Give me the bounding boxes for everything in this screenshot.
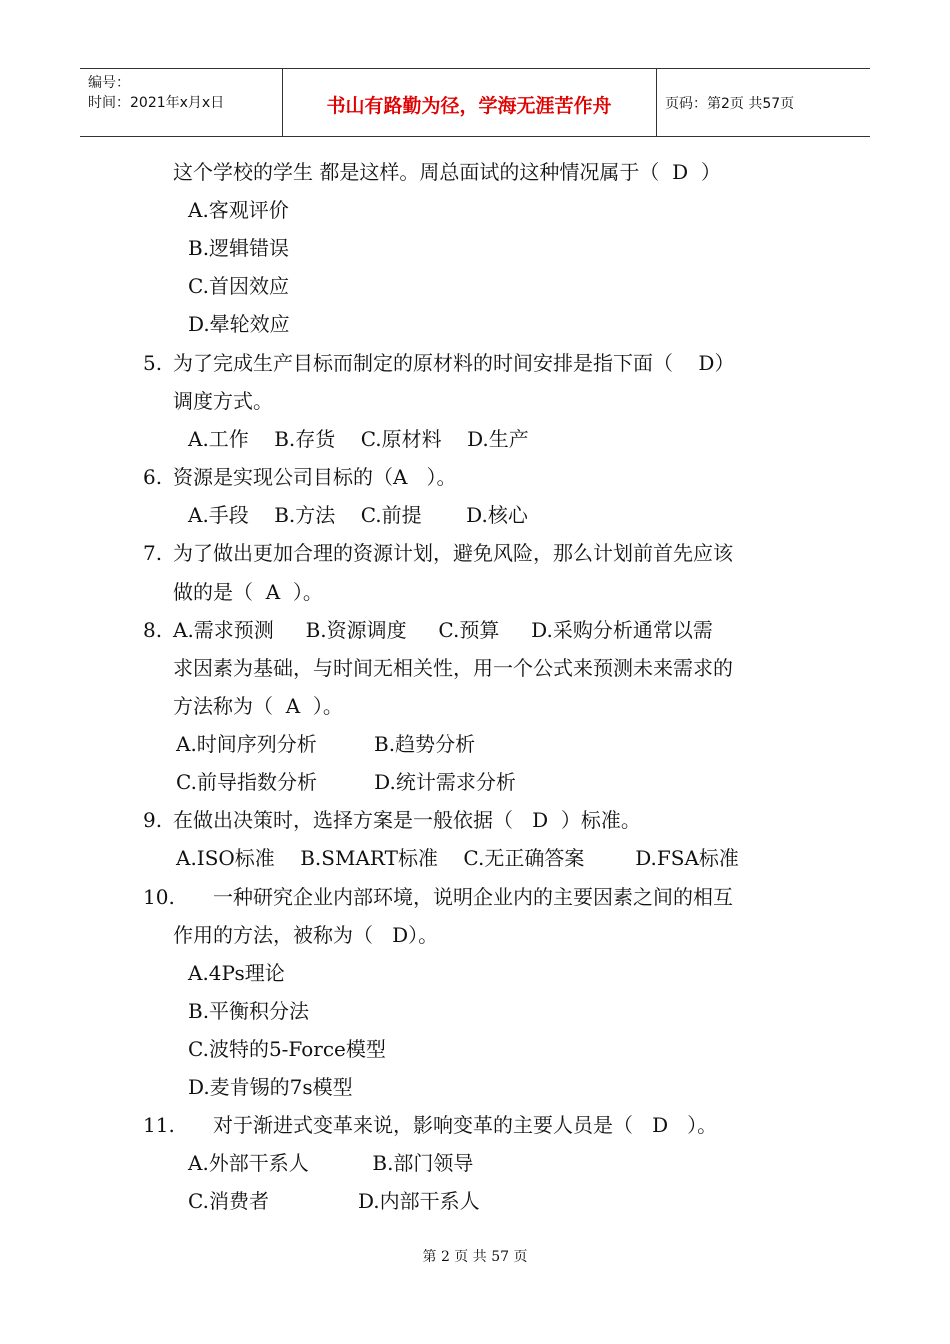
option-line: A.工作 B.存货 C.原材料 D.生产	[188, 427, 529, 451]
question-text: 在做出决策时，选择方案是一般依据（ D ）标准。	[173, 808, 641, 832]
question-text: 求因素为基础，与时间无相关性，用一个公式来预测未来需求的	[173, 656, 733, 680]
question-number: 7.	[143, 541, 163, 565]
question-text: 为了完成生产目标而制定的原材料的时间安排是指下面（ D）	[173, 351, 735, 375]
option-line: C.波特的5-Force模型	[188, 1037, 386, 1061]
question-text: A.需求预测 B.资源调度 C.预算 D.采购分析通常以需	[173, 618, 713, 642]
question-text: 为了做出更加合理的资源计划，避免风险，那么计划前首先应该	[173, 541, 733, 565]
question-text: 调度方式。	[173, 389, 273, 413]
question-number: 8.	[143, 618, 163, 642]
option-line: C.前导指数分析 D.统计需求分析	[176, 770, 516, 794]
question-number: 10.	[143, 885, 175, 909]
option-line: A.手段 B.方法 C.前提 D.核心	[188, 503, 528, 527]
question-number: 11.	[143, 1113, 175, 1137]
code-label: 编号：	[88, 75, 130, 91]
header-motto: 书山有路勤为径，学海无涯苦作舟	[326, 95, 612, 117]
question-number: 9.	[143, 808, 163, 832]
text-line: 这个学校的学生 都是这样。周总面试的这种情况属于（ D ）	[173, 160, 721, 184]
option-line: A.客观评价	[188, 198, 289, 222]
header-table	[80, 68, 870, 137]
date-label: 时间：2021年x月x日	[88, 95, 225, 111]
option-line: D.晕轮效应	[188, 312, 290, 336]
question-text: 对于渐进式变革来说，影响变革的主要人员是（ D ）。	[213, 1113, 718, 1137]
question-number: 5.	[143, 351, 163, 375]
option-line: A.外部干系人 B.部门领导	[188, 1151, 474, 1175]
question-text: 作用的方法，被称为（ D）。	[173, 923, 439, 947]
option-line: B.逻辑错误	[188, 236, 290, 260]
question-text: 方法称为（ A ）。	[173, 694, 343, 718]
question-number: 6.	[143, 465, 163, 489]
option-line: D.麦肯锡的7s模型	[188, 1075, 353, 1099]
page-footer: 第 2 页 共 57 页	[422, 1249, 528, 1265]
option-line: A.4Ps理论	[188, 961, 285, 985]
question-text: 做的是（ A ）。	[173, 580, 323, 604]
option-line: A.时间序列分析 B.趋势分析	[176, 732, 476, 756]
option-line: C.首因效应	[188, 274, 289, 298]
option-line: A.ISO标准 B.SMART标准 C.无正确答案 D.FSA标准	[176, 846, 739, 870]
header-page-info: 页码：第2页 共57页	[665, 96, 795, 112]
header-divider-2	[656, 69, 657, 136]
option-line: C.消费者 D.内部干系人	[188, 1189, 480, 1213]
option-line: B.平衡积分法	[188, 999, 310, 1023]
header-meta	[88, 73, 224, 113]
question-text: 一种研究企业内部环境，说明企业内的主要因素之间的相互	[213, 885, 733, 909]
question-text: 资源是实现公司目标的（A ）。	[173, 465, 457, 489]
